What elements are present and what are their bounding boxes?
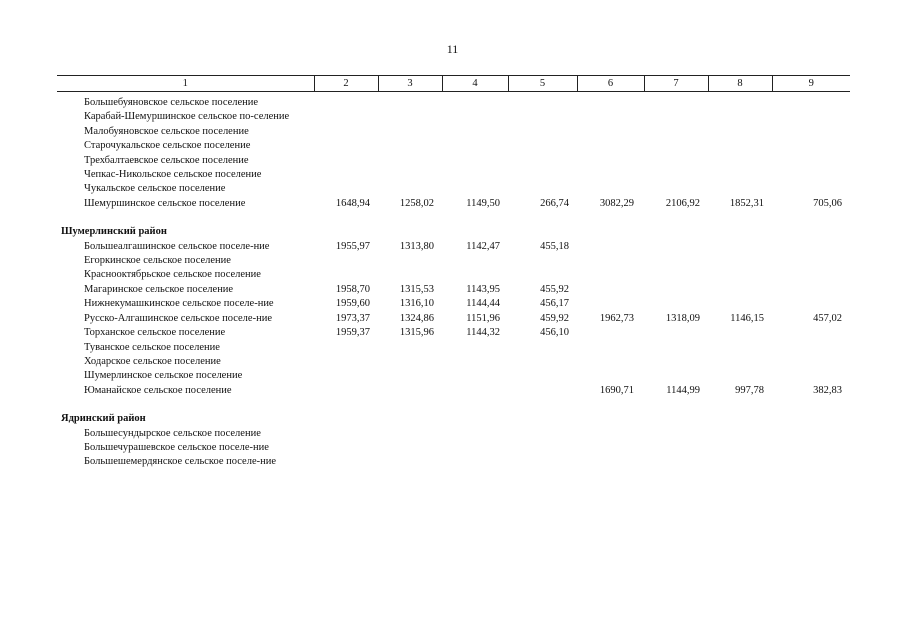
settlement-name: Трехбалтаевское сельское поселение: [84, 154, 249, 166]
value-cell: [577, 211, 644, 239]
value-cell: 1258,02: [399, 197, 434, 209]
table-row: [57, 139, 850, 153]
value-cell: [508, 355, 577, 369]
value-cell: 1144,44: [466, 298, 500, 310]
value-cell: [772, 341, 850, 355]
value-cell: [508, 268, 577, 282]
table-row: [57, 110, 850, 124]
value-cell: [508, 182, 577, 196]
value-cell: [442, 182, 508, 196]
value-cell: [442, 369, 508, 383]
value-cell: 1142,47: [466, 240, 500, 252]
value-cell: [772, 240, 850, 254]
value-cell: [508, 384, 577, 398]
value-cell: [508, 398, 577, 426]
column-header: 2: [314, 76, 378, 92]
settlement-name: Большешемердянское сельское поселе-ние: [84, 456, 277, 468]
value-cell: 455,18: [540, 240, 569, 252]
table-row: [57, 268, 850, 282]
value-cell: 459,92: [540, 312, 569, 324]
value-cell: [378, 254, 442, 268]
value-cell: [314, 110, 378, 124]
value-cell: [442, 355, 508, 369]
settlement-name: Шемуршинское сельское поселение: [84, 197, 246, 209]
value-cell: [508, 369, 577, 383]
value-cell: [577, 326, 644, 340]
value-cell: [772, 326, 850, 340]
value-cell: [708, 154, 772, 168]
value-cell: [644, 297, 708, 311]
value-cell: [378, 384, 442, 398]
value-cell: [772, 297, 850, 311]
settlement-name: Большечурашевское сельское поселе-ние: [84, 441, 269, 453]
table-row: [57, 441, 850, 455]
value-cell: [314, 341, 378, 355]
value-cell: [772, 369, 850, 383]
column-header: 7: [644, 76, 708, 92]
column-header: 6: [577, 76, 644, 92]
value-cell: [772, 398, 850, 426]
value-cell: [644, 240, 708, 254]
value-cell: [442, 384, 508, 398]
value-cell: 1318,09: [665, 312, 700, 324]
district-name: Шумерлинский район: [61, 226, 167, 238]
header-row: [57, 76, 850, 92]
value-cell: [442, 398, 508, 426]
table-row: [57, 92, 850, 111]
value-cell: [314, 211, 378, 239]
table-header: [57, 76, 850, 92]
value-cell: [508, 441, 577, 455]
value-cell: [314, 139, 378, 153]
table-row: [57, 154, 850, 168]
value-cell: [314, 369, 378, 383]
settlement-name: Старочукальское сельское поселение: [84, 140, 251, 152]
value-cell: 382,83: [813, 384, 842, 396]
value-cell: 1324,86: [399, 312, 434, 324]
value-cell: [772, 427, 850, 441]
value-cell: [577, 182, 644, 196]
table-row: [57, 341, 850, 355]
value-cell: [508, 139, 577, 153]
value-cell: [772, 455, 850, 469]
settlement-name: Большесундырское сельское поселение: [84, 427, 261, 439]
value-cell: [577, 455, 644, 469]
value-cell: 1648,94: [335, 197, 370, 209]
table-row: [57, 369, 850, 383]
value-cell: [442, 92, 508, 111]
settlement-name: Егоркинское сельское поселение: [84, 255, 231, 267]
settlement-name: Краснооктябрьское сельское поселение: [84, 269, 261, 281]
column-header: 4: [442, 76, 508, 92]
settlement-name: Торханское сельское поселение: [84, 327, 226, 339]
value-cell: [577, 154, 644, 168]
value-cell: [708, 139, 772, 153]
value-cell: [644, 110, 708, 124]
value-cell: [442, 139, 508, 153]
value-cell: [772, 254, 850, 268]
column-header: 3: [378, 76, 442, 92]
value-cell: 1146,15: [730, 312, 764, 324]
value-cell: [577, 268, 644, 282]
value-cell: [577, 240, 644, 254]
table-row: [57, 182, 850, 196]
table-row: [57, 168, 850, 182]
value-cell: [708, 211, 772, 239]
value-cell: [772, 92, 850, 111]
value-cell: [314, 154, 378, 168]
value-cell: [772, 283, 850, 297]
value-cell: [577, 297, 644, 311]
value-cell: [378, 154, 442, 168]
value-cell: [577, 427, 644, 441]
value-cell: [708, 341, 772, 355]
value-cell: [378, 441, 442, 455]
value-cell: [644, 168, 708, 182]
value-cell: [508, 125, 577, 139]
value-cell: [644, 283, 708, 297]
value-cell: [644, 139, 708, 153]
value-cell: [378, 398, 442, 426]
value-cell: 456,17: [540, 298, 569, 310]
value-cell: [378, 168, 442, 182]
value-cell: [644, 125, 708, 139]
value-cell: 997,78: [735, 384, 764, 396]
value-cell: [577, 139, 644, 153]
value-cell: [708, 92, 772, 111]
value-cell: [314, 182, 378, 196]
value-cell: [442, 341, 508, 355]
column-header: 5: [508, 76, 577, 92]
value-cell: [708, 254, 772, 268]
value-cell: [772, 441, 850, 455]
value-cell: 1144,32: [466, 327, 500, 339]
value-cell: 1959,60: [335, 298, 370, 310]
value-cell: 1315,53: [399, 283, 434, 295]
value-cell: [508, 211, 577, 239]
value-cell: [577, 441, 644, 455]
value-cell: [708, 355, 772, 369]
value-cell: [644, 369, 708, 383]
value-cell: [508, 92, 577, 111]
value-cell: [644, 398, 708, 426]
table-row: [57, 254, 850, 268]
value-cell: [378, 211, 442, 239]
value-cell: [314, 125, 378, 139]
value-cell: 1144,99: [666, 384, 700, 396]
value-cell: [508, 154, 577, 168]
value-cell: [772, 154, 850, 168]
value-cell: [708, 110, 772, 124]
value-cell: [708, 240, 772, 254]
value-cell: [577, 283, 644, 297]
value-cell: [708, 283, 772, 297]
value-cell: 1852,31: [729, 197, 764, 209]
value-cell: [772, 211, 850, 239]
value-cell: [708, 398, 772, 426]
value-cell: [577, 92, 644, 111]
value-cell: [314, 92, 378, 111]
column-header: 8: [708, 76, 772, 92]
district-row: [57, 398, 850, 426]
table-row: [57, 455, 850, 469]
table-row: [57, 384, 850, 398]
value-cell: 705,06: [813, 197, 842, 209]
table-row: [57, 240, 850, 254]
value-cell: [644, 441, 708, 455]
value-cell: 1143,95: [466, 283, 500, 295]
value-cell: [577, 254, 644, 268]
settlement-name: Карабай-Шемуршинское сельское по-селение: [84, 111, 290, 123]
value-cell: [577, 355, 644, 369]
value-cell: 1151,96: [466, 312, 500, 324]
value-cell: [644, 154, 708, 168]
value-cell: [314, 384, 378, 398]
value-cell: 1316,10: [399, 298, 434, 310]
value-cell: 1973,37: [335, 312, 370, 324]
settlement-name: Чукальское сельское поселение: [84, 183, 226, 195]
table-row: [57, 297, 850, 311]
value-cell: [644, 268, 708, 282]
value-cell: [708, 168, 772, 182]
value-cell: [442, 427, 508, 441]
value-cell: [314, 441, 378, 455]
value-cell: 1962,73: [599, 312, 634, 324]
column-header: 1: [57, 76, 314, 92]
value-cell: [442, 154, 508, 168]
district-name: Ядринский район: [61, 413, 146, 425]
settlement-name: Русско-Алгашинское сельское поселе-ние: [84, 312, 272, 324]
value-cell: [708, 369, 772, 383]
value-cell: [772, 182, 850, 196]
value-cell: [577, 398, 644, 426]
value-cell: [577, 341, 644, 355]
value-cell: [644, 355, 708, 369]
value-cell: 1313,80: [399, 240, 434, 252]
value-cell: [644, 326, 708, 340]
value-cell: 3082,29: [599, 197, 634, 209]
table-row: [57, 326, 850, 340]
value-cell: 455,92: [540, 283, 569, 295]
value-cell: 1149,50: [466, 197, 500, 209]
value-cell: [378, 182, 442, 196]
table-row: [57, 427, 850, 441]
value-cell: [442, 268, 508, 282]
value-cell: [442, 455, 508, 469]
value-cell: [378, 139, 442, 153]
value-cell: [577, 110, 644, 124]
value-cell: [508, 341, 577, 355]
value-cell: [708, 427, 772, 441]
value-cell: 1958,70: [335, 283, 370, 295]
value-cell: [708, 455, 772, 469]
value-cell: [314, 168, 378, 182]
value-cell: [378, 369, 442, 383]
value-cell: [442, 211, 508, 239]
value-cell: [442, 110, 508, 124]
value-cell: [708, 182, 772, 196]
value-cell: [378, 268, 442, 282]
value-cell: [772, 110, 850, 124]
value-cell: [708, 125, 772, 139]
value-cell: [772, 125, 850, 139]
table-row: [57, 312, 850, 326]
table-row: [57, 125, 850, 139]
value-cell: [314, 268, 378, 282]
value-cell: 1690,71: [599, 384, 634, 396]
value-cell: [314, 355, 378, 369]
value-cell: [442, 125, 508, 139]
value-cell: [772, 139, 850, 153]
value-cell: 456,10: [540, 327, 569, 339]
data-table: [57, 75, 850, 470]
settlement-name: Шумерлинское сельское поселение: [84, 370, 243, 382]
value-cell: [378, 341, 442, 355]
value-cell: [378, 455, 442, 469]
value-cell: [508, 168, 577, 182]
value-cell: [442, 254, 508, 268]
value-cell: [644, 455, 708, 469]
value-cell: [577, 168, 644, 182]
column-header: 9: [772, 76, 850, 92]
value-cell: [772, 168, 850, 182]
value-cell: [644, 341, 708, 355]
settlement-name: Большебуяновское сельское поселение: [84, 97, 259, 108]
settlement-name: Ходарское сельское поселение: [84, 355, 221, 367]
value-cell: 266,74: [540, 197, 569, 209]
value-cell: [442, 441, 508, 455]
page-number: 11: [446, 42, 459, 56]
value-cell: [508, 455, 577, 469]
value-cell: 1315,96: [399, 327, 434, 339]
value-cell: [508, 427, 577, 441]
value-cell: [644, 92, 708, 111]
value-cell: [644, 182, 708, 196]
table-row: [57, 283, 850, 297]
value-cell: [378, 92, 442, 111]
value-cell: [708, 326, 772, 340]
value-cell: [442, 168, 508, 182]
value-cell: [577, 125, 644, 139]
value-cell: [314, 398, 378, 426]
value-cell: [378, 110, 442, 124]
value-cell: [378, 355, 442, 369]
settlement-name: Чепкас-Никольское сельское поселение: [84, 169, 262, 181]
value-cell: [577, 369, 644, 383]
settlement-name: Магаринское сельское поселение: [84, 283, 234, 295]
table-row: [57, 355, 850, 369]
value-cell: [314, 455, 378, 469]
value-cell: [644, 211, 708, 239]
value-cell: [708, 441, 772, 455]
value-cell: [378, 125, 442, 139]
value-cell: 1959,37: [335, 327, 370, 339]
value-cell: [314, 427, 378, 441]
value-cell: [508, 110, 577, 124]
value-cell: 1955,97: [335, 240, 370, 252]
settlement-name: Малобуяновское сельское поселение: [84, 125, 249, 137]
settlement-name: Нижнекумашкинское сельское поселе-ние: [84, 298, 274, 310]
table-row: [57, 197, 850, 211]
value-cell: 2106,92: [665, 197, 700, 209]
settlement-name: Юманайское сельское поселение: [84, 384, 232, 396]
value-cell: [708, 268, 772, 282]
settlement-name: Туванское сельское поселение: [84, 341, 220, 353]
value-cell: [378, 427, 442, 441]
settlement-name: Большеалгашинское сельское поселе-ние: [84, 240, 270, 252]
value-cell: [644, 254, 708, 268]
value-cell: [708, 297, 772, 311]
value-cell: [772, 268, 850, 282]
value-cell: [644, 427, 708, 441]
table-body: [57, 92, 850, 470]
value-cell: [314, 254, 378, 268]
district-row: [57, 211, 850, 239]
value-cell: 457,02: [813, 312, 842, 324]
value-cell: [772, 355, 850, 369]
value-cell: [508, 254, 577, 268]
